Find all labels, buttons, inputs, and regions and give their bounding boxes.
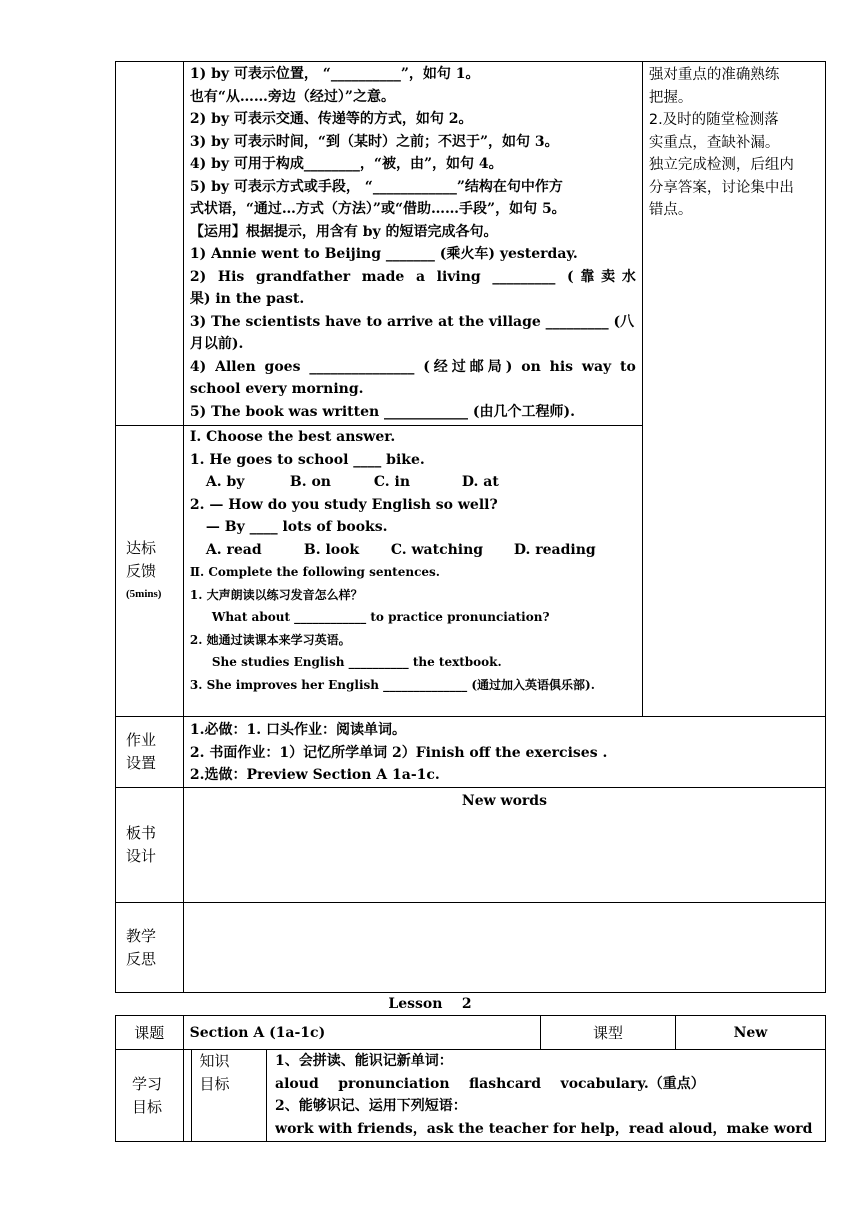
reflection-content-cell	[183, 903, 825, 993]
by-line-8: 【运用】根据提示，用含有 by 的短语完成各句。	[189, 223, 498, 240]
knowledge-line-4: work with friends，ask the teacher for help，read aloud，make word	[275, 1120, 813, 1137]
feedback-label-2: 反馈	[126, 561, 157, 580]
goals-spacer	[183, 1050, 191, 1142]
side-note-6: 分享答案，讨论集中出	[648, 179, 794, 196]
reflection-label-2: 反思	[126, 949, 157, 968]
by-line-3: 2) by 可表示交通、传递等的方式，如句 2。	[189, 111, 473, 127]
side-note-4: 实重点，查缺补漏。	[648, 134, 780, 151]
s1-en: What about ____________ to practice pronunciation?	[211, 610, 550, 624]
by-line-11: 果) in the past.	[189, 291, 305, 307]
side-note-5: 独立完成检测，后组内	[648, 157, 794, 173]
goals-label-2: 目标	[132, 1097, 163, 1116]
q2-option-d: D. reading	[513, 541, 596, 558]
knowledge-line-3: 2、能够识记、运用下列短语：	[275, 1098, 467, 1114]
by-line-7: 式状语，“通过…方式（方法）”或“借助……手段”，如句 5。	[189, 201, 566, 217]
board-title: New words	[461, 793, 547, 809]
by-line-16: 5) The book was written ____________ (由几个工程师).	[189, 403, 576, 420]
s3: 3. She improves her English ______________ (通过加入英语俱乐部).	[189, 677, 595, 692]
type-label: 课型	[541, 1016, 676, 1050]
by-line-4: 3) by 可表示时间，“到（某时）之前；不迟于”，如句 3。	[189, 133, 559, 150]
feedback-time: (5mins)	[126, 587, 162, 600]
q2-answer: — By ____ lots of books.	[205, 519, 388, 535]
by-line-2: 也有“从……旁边（经过）”之意。	[189, 88, 395, 105]
blank-label-cell	[116, 62, 184, 426]
q1: 1. He goes to school ____ bike.	[189, 451, 425, 468]
reflection-label-cell	[116, 903, 184, 993]
part1-title: Ⅰ. Choose the best answer.	[189, 429, 396, 445]
q2-question: 2. — How do you study English so well?	[189, 496, 498, 513]
lesson-plan-table	[115, 61, 826, 993]
by-line-14: 4) Allen goes _______________ (经过邮局) on his way to	[189, 358, 636, 375]
by-usage-cell	[183, 62, 642, 426]
side-note-2: 把握。	[648, 89, 693, 106]
q1-options	[190, 471, 636, 494]
topic-value: Section A (1a-1c)	[183, 1016, 540, 1050]
s1-cn: 1. 大声朗读以练习发音怎么样？	[189, 587, 363, 602]
by-line-1: 1) by 可表示位置， “__________”，如句 1。	[189, 66, 480, 82]
q2-options	[190, 539, 636, 562]
by-line-10: 2) His grandfather made a living _________ (靠卖水	[189, 268, 636, 285]
goals-label-1: 学习	[132, 1074, 163, 1093]
side-notes-cell	[642, 62, 825, 717]
q1-option-d: D. at	[461, 474, 499, 490]
type-value: New	[675, 1016, 825, 1050]
board-label-1: 板书	[126, 824, 157, 842]
side-note-7: 错点。	[648, 202, 693, 218]
by-line-6: 5) by 可表示方式或手段， “____________”结构在句中作方	[189, 178, 563, 195]
knowledge-content-cell	[267, 1050, 826, 1142]
part2-title: Ⅱ. Complete the following sentences.	[189, 565, 440, 579]
board-content-cell	[183, 788, 825, 903]
q2-option-b: B. look	[303, 541, 360, 558]
q1-option-c: C. in	[373, 474, 411, 490]
goals-label-cell	[116, 1050, 184, 1142]
homework-line-2: 2. 书面作业：1）记忆所学单词 2）Finish off the exercises .	[189, 744, 608, 761]
knowledge-label-cell	[191, 1050, 267, 1142]
lesson-title: Lesson 2	[388, 996, 472, 1012]
homework-content-cell	[183, 717, 825, 788]
reflection-label-1: 教学	[126, 926, 157, 945]
by-line-12: 3) The scientists have to arrive at the village _________ (八	[189, 313, 635, 330]
side-note-3: 2.及时的随堂检测落	[648, 112, 779, 128]
feedback-content-cell	[183, 426, 642, 717]
by-line-13: 月以前).	[189, 336, 244, 352]
homework-label-2: 设置	[126, 754, 157, 772]
q1-option-b: B. on	[289, 474, 331, 490]
knowledge-line-2: aloud pronunciation flashcard vocabulary.（重点）	[275, 1075, 705, 1092]
lesson2-table	[115, 1015, 826, 1142]
feedback-label-cell	[116, 426, 184, 717]
knowledge-label-1: 知识	[199, 1052, 230, 1070]
feedback-label-1: 达标	[126, 538, 157, 557]
s2-cn: 2. 她通过读课本来学习英语。	[189, 632, 351, 647]
homework-line-3: 2.选做：Preview Section A 1a-1c.	[189, 767, 440, 783]
board-label-2: 设计	[126, 847, 157, 865]
knowledge-line-1: 1、会拼读、能识记新单词：	[275, 1053, 453, 1069]
q1-option-a: A. by	[205, 474, 245, 490]
s2-en: She studies English __________ the textbook.	[211, 655, 502, 669]
by-line-15: school every morning.	[189, 381, 364, 397]
q2-option-c: C. watching	[390, 541, 484, 558]
q2-option-a: A. read	[205, 541, 262, 558]
homework-label-1: 作业	[126, 731, 157, 749]
knowledge-label-2: 目标	[199, 1074, 230, 1093]
board-label-cell	[116, 788, 184, 903]
by-line-5: 4) by 可用于构成________，“被，由”，如句 4。	[189, 156, 503, 172]
by-line-9: 1) Annie went to Beijing _______ (乘火车) yesterday.	[189, 246, 578, 262]
homework-label-cell	[116, 717, 184, 788]
topic-label: 课题	[116, 1016, 184, 1050]
side-note-1: 强对重点的准确熟练	[648, 67, 780, 83]
homework-line-1: 1.必做：1. 口头作业：阅读单词。	[189, 722, 406, 738]
